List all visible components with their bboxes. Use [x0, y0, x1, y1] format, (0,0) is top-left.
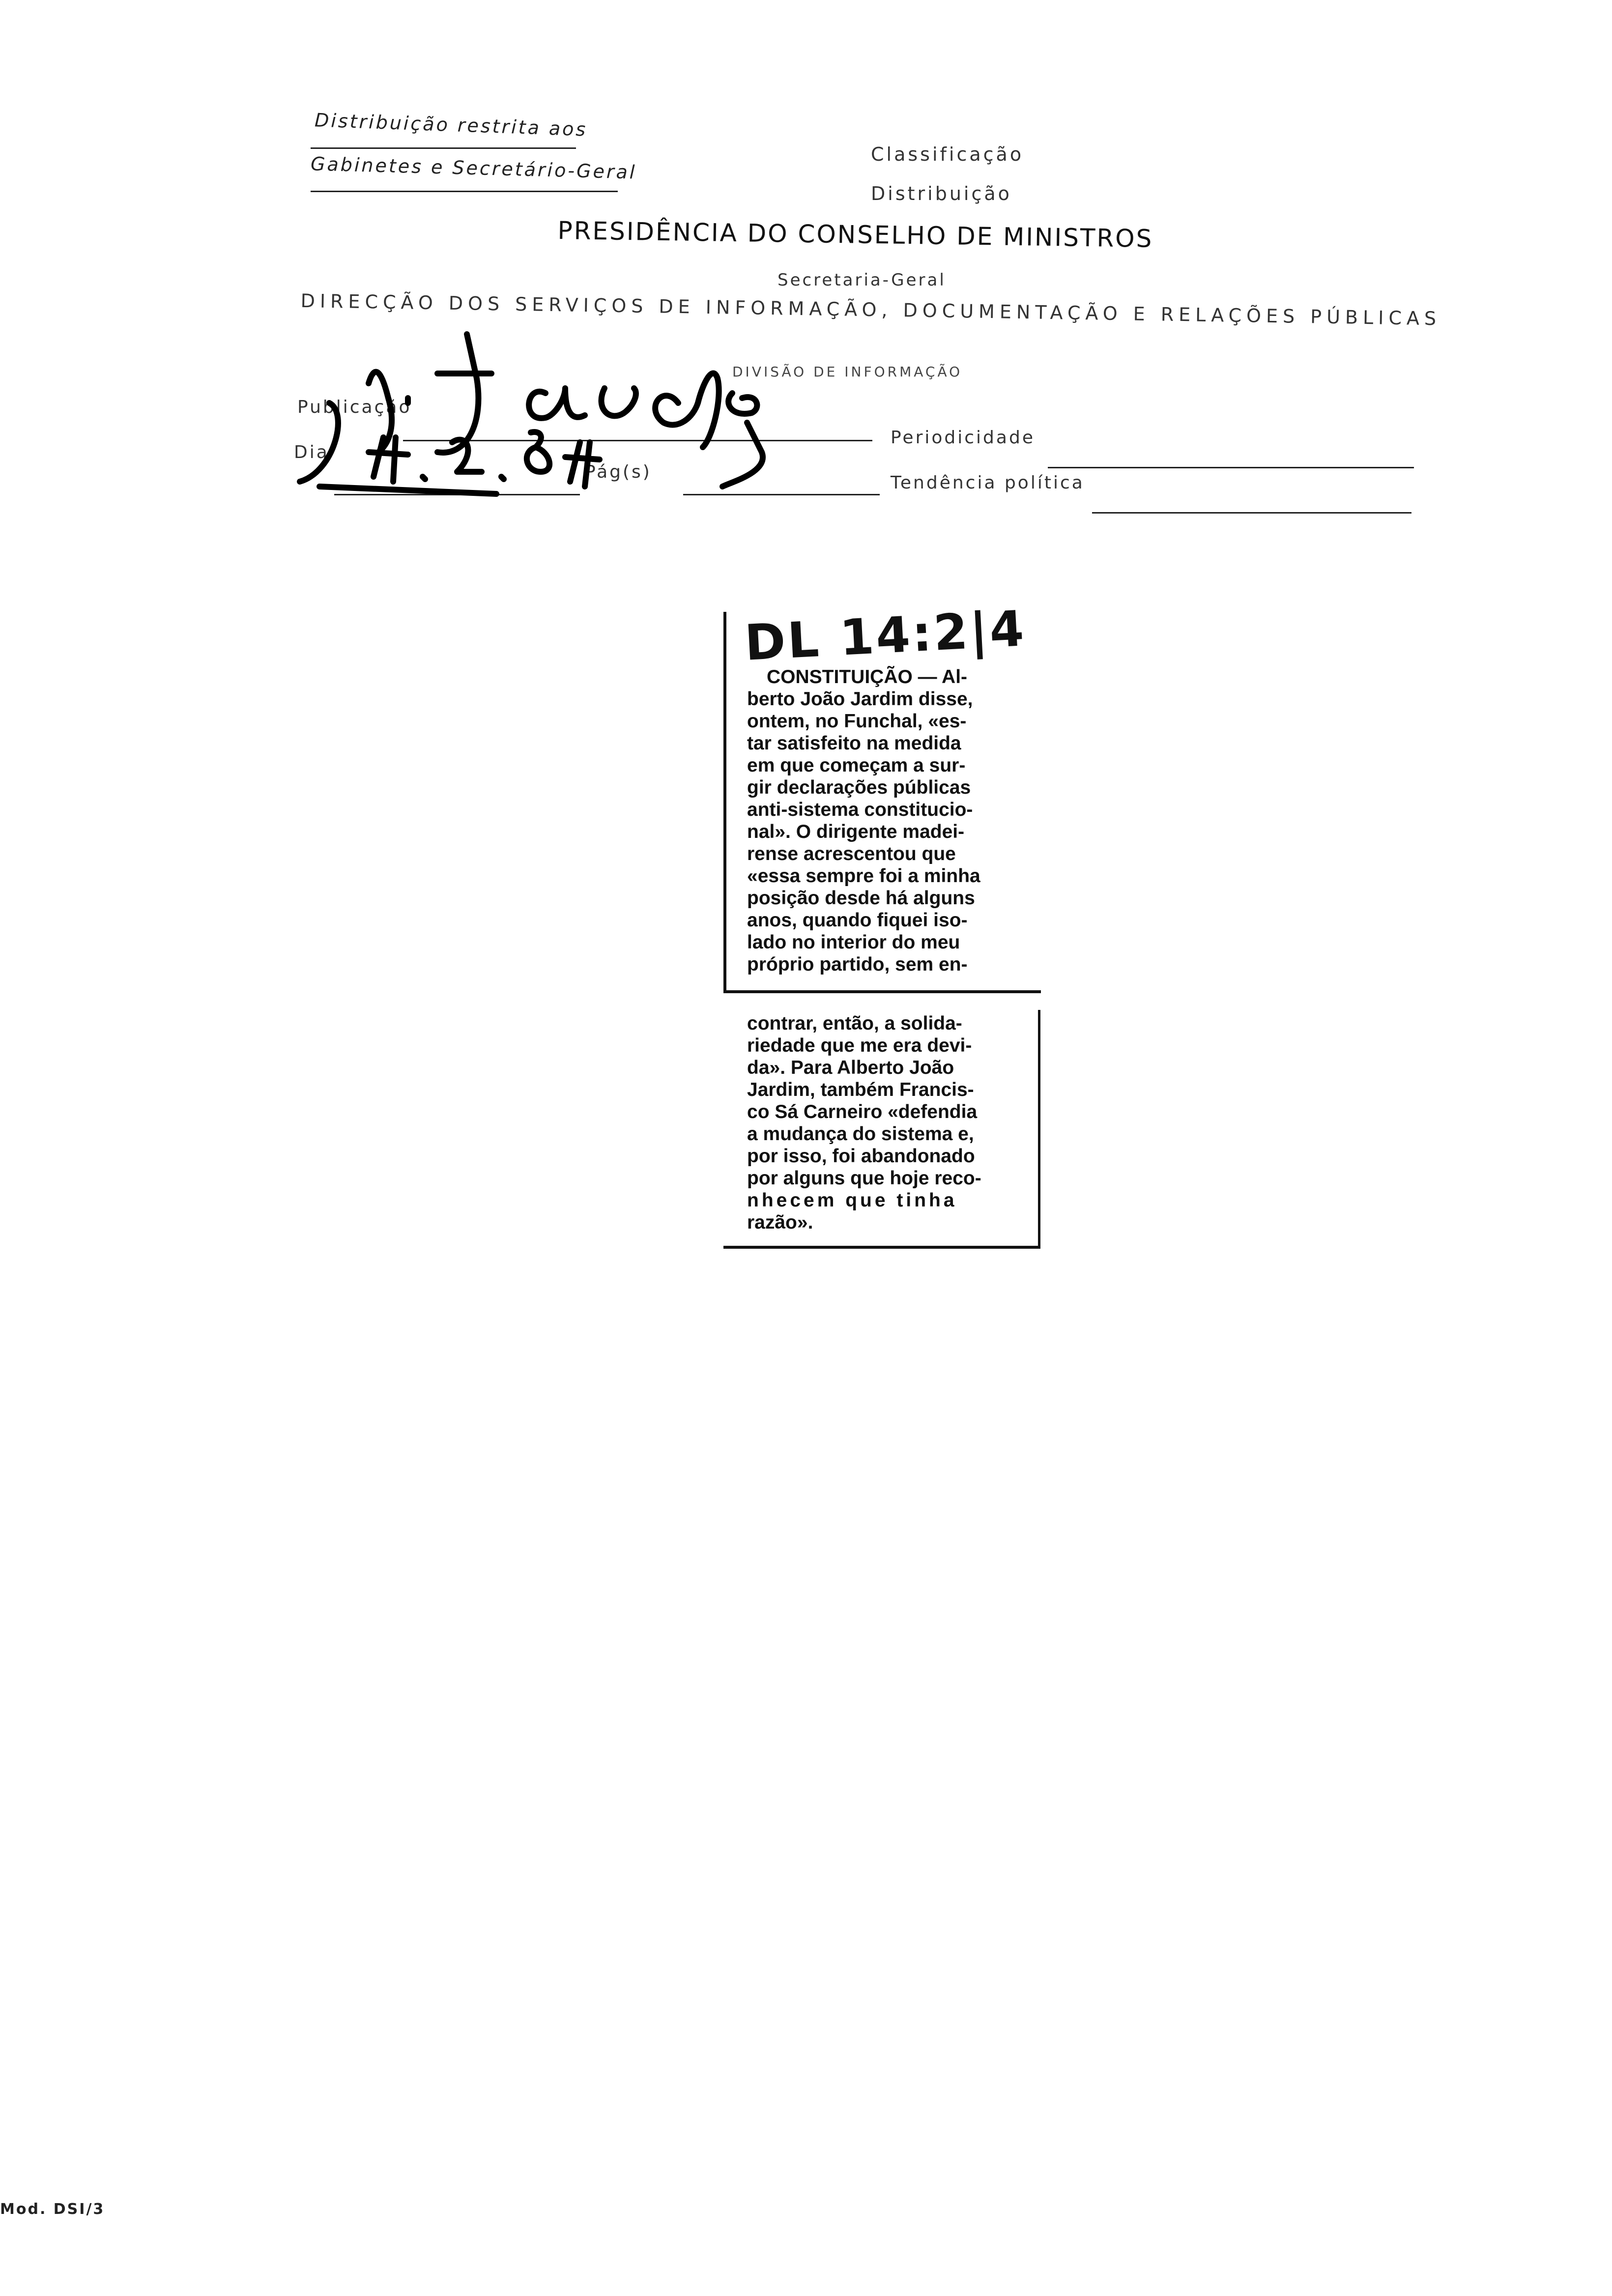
clipping-line: nal». O dirigente madei- [747, 821, 965, 842]
restriction-line-1: Distribuição restrita aos [314, 109, 588, 141]
dia-label: Dia [294, 442, 329, 462]
periodicidade-label: Periodicidade [891, 428, 1035, 448]
clipping-line: posição desde há alguns [747, 888, 975, 909]
classificacao-label: Classificação [871, 144, 1024, 165]
clipping-text-top [747, 666, 980, 976]
clipping-line: anti-sistema constitucio- [747, 799, 973, 820]
divisao-informacao: DIVISÃO DE INFORMAÇÃO [732, 364, 963, 380]
clipping-line: «essa sempre foi a minha [747, 865, 980, 887]
clipping-line: gir declarações públicas [747, 777, 971, 798]
direccao-servicos: DIRECÇÃO DOS SERVIÇOS DE INFORMAÇÃO, DOCUMENTAÇÃO E RELAÇÕES PÚBLICAS [300, 290, 1441, 330]
distribuicao-label: Distribuição [871, 183, 1012, 204]
clipping-line: co Sá Carneiro «defendia [747, 1101, 978, 1122]
clipping-line: tar satisfeito na medida [747, 733, 961, 754]
clipping-line: por alguns que hoje reco- [747, 1168, 981, 1189]
clipping-line: por isso, foi abandonado [747, 1146, 975, 1167]
pags-label: Pág(s) [585, 462, 652, 482]
clipping-line: anos, quando fiquei iso- [747, 910, 968, 931]
tendencia-rule [1092, 512, 1411, 514]
clipping-line: rense acrescentou que [747, 843, 956, 864]
tendencia-label: Tendência política [891, 473, 1085, 493]
institution-title: PRESIDÊNCIA DO CONSELHO DE MINISTROS [557, 216, 1153, 253]
clipping-line: em que começam a sur- [747, 755, 966, 776]
clipping-line: ontem, no Funchal, «es- [747, 711, 967, 732]
periodicidade-rule [1048, 467, 1414, 468]
clipping-line: berto João Jardim disse, [747, 689, 973, 710]
model-code: Mod. DSI/3 [0, 2201, 105, 2218]
clipping-line: nhecem que tinha [747, 1190, 957, 1211]
restriction-underline-2 [311, 191, 618, 192]
clipping-line: Jardim, também Francis- [747, 1079, 974, 1100]
clipping-line: da». Para Alberto João [747, 1057, 954, 1078]
restriction-line-2: Gabinetes e Secretário-Geral [310, 153, 637, 183]
restriction-underline-1 [311, 147, 576, 149]
secretaria-geral: Secretaria-Geral [777, 270, 946, 290]
clipping-line: a mudança do sistema e, [747, 1123, 974, 1145]
handwritten-entries [290, 324, 791, 506]
clipping-line: lado no interior do meu [747, 932, 960, 953]
clipping-text-bottom [747, 1012, 981, 1234]
clipping-line: riedade que me era devi- [747, 1035, 972, 1056]
publicacao-label: Publicação [297, 397, 412, 417]
clipping-line: razão». [747, 1212, 813, 1233]
clipping-line: CONSTITUIÇÃO — Al- [767, 666, 968, 688]
clipping-line: contrar, então, a solida- [747, 1013, 962, 1034]
clipping-line: próprio partido, sem en- [747, 954, 968, 975]
clipping-handwritten-code: DL 14:2|4 [743, 600, 1028, 672]
